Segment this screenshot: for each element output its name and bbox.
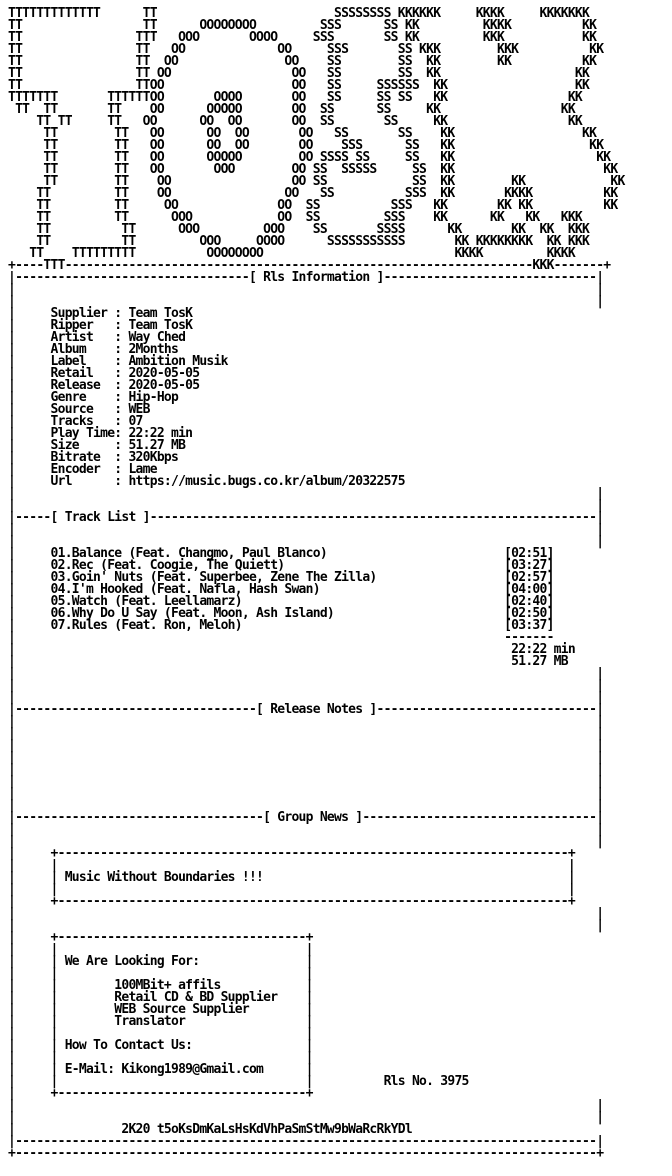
nfo-line: | 04.I'm Hooked (Feat. Nafla, Hash Swan) [04:00] xyxy=(8,582,554,597)
nfo-line: TT TTTTTTTTT OOOOOOOO KKKK KKKK xyxy=(8,246,575,261)
nfo-line: | +------------------------------------------------------------------------+ xyxy=(8,846,575,861)
nfo-line: | +-----------------------------------+ xyxy=(8,1086,313,1101)
nfo-line: | +-----------------------------------+ xyxy=(8,930,313,945)
nfo-line: |-----------------------------------[ Group News ]---------------------------------| xyxy=(8,810,604,825)
nfo-line: | | | xyxy=(8,942,313,957)
nfo-line: | | 100MBit+ affils | xyxy=(8,978,313,993)
nfo-line: | | Translator | xyxy=(8,1014,313,1029)
nfo-line: | Artist : Way Ched xyxy=(8,330,186,345)
nfo-line: | 07.Rules (Feat. Ron, Meloh) [03:37] xyxy=(8,618,554,633)
nfo-line: | Play Time: 22:22 min xyxy=(8,426,193,441)
nfo-line: TT TT TT OO OO OO OO SS SS KK KK xyxy=(8,114,583,129)
nfo-line: | | WEB Source Supplier | xyxy=(8,1002,313,1017)
nfo-line: | Supplier : Team TosK xyxy=(8,306,193,321)
nfo-line: TT TTT OOO OOOO SSS SS KK KKK KK xyxy=(8,30,597,45)
nfo-line: TT TT OO OO SS SSS KK KK KK KK xyxy=(8,198,618,213)
nfo-line: | | xyxy=(8,666,604,681)
nfo-line: +----------------------------------------------------------------------------------+ xyxy=(8,1146,604,1161)
nfo-line: | | xyxy=(8,678,604,693)
nfo-line: TT TT OO OOOOO OO SSSS SS SS KK KK xyxy=(8,150,611,165)
nfo-line: |---------------------------------[ Rls Information ]------------------------------| xyxy=(8,270,604,285)
nfo-line: TT TT OOO OOO SS SSSS KK KK KK KKK xyxy=(8,222,590,237)
nfo-line: | | | xyxy=(8,1026,313,1041)
nfo-line: | | xyxy=(8,822,604,837)
nfo-line: | Release : 2020-05-05 xyxy=(8,378,200,393)
nfo-line: | | Retail CD & BD Supplier | xyxy=(8,990,313,1005)
nfo-line: | | xyxy=(8,726,604,741)
nfo-line: TT TT OO OO SS SS KK KK KK xyxy=(8,54,597,69)
nfo-line: | Bitrate : 320Kbps xyxy=(8,450,179,465)
nfo-line: | | | xyxy=(8,1050,313,1065)
nfo-line: TT TT OO OO OO OO SSS SS KK KK xyxy=(8,138,604,153)
nfo-line: | | xyxy=(8,834,604,849)
nfo-line: | | xyxy=(8,282,604,297)
nfo-line: | Ripper : Team TosK xyxy=(8,318,193,333)
nfo-line: | | xyxy=(8,522,604,537)
nfo-line: +----TTT------------------------------------------------------------------KKK-------+ xyxy=(8,258,611,273)
nfo-line: | 03.Goin' Nuts (Feat. Superbee, Zene The Zilla) [02:57] xyxy=(8,570,554,585)
nfo-line: | | xyxy=(8,786,604,801)
nfo-line: | | xyxy=(8,918,604,933)
nfo-line: | 06.Why Do U Say (Feat. Moon, Ash Island) [02:50] xyxy=(8,606,554,621)
nfo-line: |----------------------------------[ Release Notes ]-------------------------------| xyxy=(8,702,604,717)
nfo-line: | 01.Balance (Feat. Changmo, Paul Blanco) [02:51] xyxy=(8,546,554,561)
nfo-line: | | xyxy=(8,690,604,705)
nfo-line: | 05.Watch (Feat. Leellamarz) [02:40] xyxy=(8,594,554,609)
nfo-line: | | xyxy=(8,486,604,501)
nfo-line: TT TT OO OO SSS SS KKK KKK KK xyxy=(8,42,604,57)
nfo-line: TT TT OO OO SS SS KK KK xyxy=(8,66,590,81)
nfo-line: TT TT OOOOOOOO SSS SS KK KKKK KK xyxy=(8,18,597,33)
nfo-line: TT TT OO OOO OO SS SSSSS SS KK KK xyxy=(8,162,618,177)
nfo-line: | Url : https://music.bugs.co.kr/album/20322575 xyxy=(8,474,405,489)
nfo-line: |----------------------------------------------------------------------------------| xyxy=(8,1134,604,1149)
nfo-line: TT TT OOO OO SS SSS KK KK KK KKK xyxy=(8,210,583,225)
nfo-line: TT TT OOO OOOO SSSSSSSSSSS KK KKKKKKKK KK KKK xyxy=(8,234,590,249)
nfo-line: TT TT OO OO SS SSS KK KKKK KK xyxy=(8,186,618,201)
nfo-line: | | Music Without Boundaries !!! | xyxy=(8,870,575,885)
nfo-line: | 02.Rec (Feat. Coogie, The Quiett) [03:27] xyxy=(8,558,554,573)
nfo-line: | Album : 2Months xyxy=(8,342,179,357)
nfo-line: | 2K20 t5oKsDmKaLsHsKdVhPaSmStMw9bWaRcRkYDl xyxy=(8,1122,412,1137)
nfo-line: | | How To Contact Us: | xyxy=(8,1038,313,1053)
nfo-line: | | | xyxy=(8,858,575,873)
nfo-line: | | | xyxy=(8,882,575,897)
nfo-line: | | xyxy=(8,762,604,777)
nfo-line: TT TT OO OO SS SS KK KK KK xyxy=(8,174,625,189)
nfo-line: | | E-Mail: Kikong1989@Gmail.com | xyxy=(8,1062,313,1077)
nfo-line: | | | xyxy=(8,966,313,981)
nfo-line: | | xyxy=(8,906,604,921)
nfo-line: | | | Rls No. 3975 xyxy=(8,1074,469,1089)
nfo-line: | | xyxy=(8,714,604,729)
nfo-line: | | xyxy=(8,774,604,789)
nfo-line: |-----[ Track List ]---------------------------------------------------------------| xyxy=(8,510,604,525)
nfo-line: | | xyxy=(8,750,604,765)
nfo-line: | Label : Ambition Musik xyxy=(8,354,228,369)
nfo-line: | | xyxy=(8,294,604,309)
nfo-line: | | xyxy=(8,738,604,753)
nfo-line: | Retail : 2020-05-05 xyxy=(8,366,200,381)
nfo-line: | | We Are Looking For: | xyxy=(8,954,313,969)
nfo-line: | 22:22 min xyxy=(8,642,575,657)
nfo-line: | ------- xyxy=(8,630,554,645)
nfo-line: | | xyxy=(8,1098,604,1113)
nfo-line: | Source : WEB xyxy=(8,402,150,417)
nfo-line: TTTTTTT TTTTTTOO OOOO OO SS SS SS KK KK xyxy=(8,90,583,105)
nfo-line: | | xyxy=(8,498,604,513)
nfo-line: TTTTTTTTTTTTT TT SSSSSSSS KKKKKK KKKK KKKKKKK xyxy=(8,6,590,21)
nfo-line: | Tracks : 07 xyxy=(8,414,143,429)
nfo-line: | Encoder : Lame xyxy=(8,462,157,477)
nfo-line: | 51.27 MB xyxy=(8,654,568,669)
nfo-line: | | xyxy=(8,798,604,813)
nfo-line: TT TT TT OO OOOOO OO SS SS KK KK xyxy=(8,102,575,117)
nfo-line: | Size : 51.27 MB xyxy=(8,438,186,453)
nfo-line: | | xyxy=(8,1110,604,1125)
nfo-line: | Genre : Hip-Hop xyxy=(8,390,179,405)
nfo-line: TT TTOO OO SS SSSSSS KK KK xyxy=(8,78,590,93)
nfo-line: | | xyxy=(8,534,604,549)
nfo-line: TT TT OO OO OO OO SS SS KK KK xyxy=(8,126,597,141)
nfo-line: | +------------------------------------------------------------------------+ xyxy=(8,894,575,909)
